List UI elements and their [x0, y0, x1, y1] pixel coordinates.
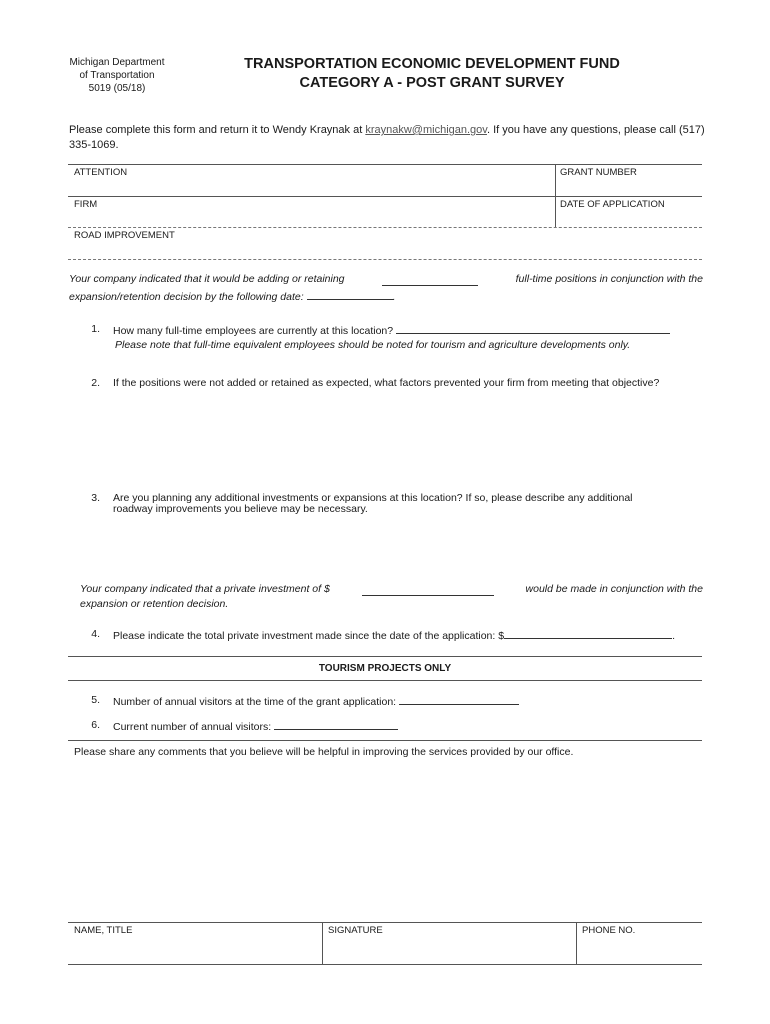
q5-number: 5.	[91, 694, 100, 706]
intro-before: Please complete this form and return it to Wendy Kraynak at	[69, 124, 366, 136]
divider	[68, 164, 702, 165]
signature-field[interactable]: SIGNATURE	[328, 925, 383, 936]
agency-block	[56, 56, 178, 95]
q6-visitors-input[interactable]	[274, 718, 398, 730]
comments-area[interactable]	[68, 762, 702, 918]
divider	[68, 259, 702, 260]
q3-answer-area[interactable]	[113, 520, 703, 576]
q2-number: 2.	[91, 377, 100, 389]
name-title-field[interactable]: NAME, TITLE	[74, 925, 133, 936]
q3-number: 3.	[91, 492, 100, 504]
road-improvement-field[interactable]: ROAD IMPROVEMENT	[74, 230, 175, 241]
q5-text: Number of annual visitors at the time of the grant application:	[113, 696, 397, 708]
grant-number-field[interactable]: GRANT NUMBER	[560, 167, 637, 178]
firm-field[interactable]: FIRM	[74, 199, 98, 210]
column-divider	[576, 922, 577, 964]
email-link[interactable]: kraynakw@michigan.gov	[365, 124, 487, 136]
q1-text-row	[113, 322, 703, 338]
form-number: 5019 (05/18)	[88, 83, 146, 94]
title-line-1: TRANSPORTATION ECONOMIC DEVELOPMENT FUND	[244, 56, 620, 72]
investment-input[interactable]	[362, 584, 494, 596]
tourism-heading: TOURISM PROJECTS ONLY	[318, 663, 452, 674]
q4-investment-input[interactable]	[504, 627, 672, 639]
q3-text	[113, 491, 713, 516]
q6-text-row	[113, 718, 703, 734]
title-line-2: CATEGORY A - POST GRANT SURVEY	[299, 75, 565, 91]
statement-investment	[80, 582, 703, 611]
statement1-part1: Your company indicated that it would be adding or retaining	[69, 273, 345, 285]
statement-positions: Your company indicated that it would be adding or retaining full-time positions in conjunction with the expansion/retention decision by the following date: .	[69, 273, 703, 303]
attention-field[interactable]: ATTENTION	[74, 167, 128, 178]
divider	[68, 227, 702, 228]
comments-prompt: Please share any comments that you believe will be helpful in improving the services provided by our office.	[74, 746, 574, 758]
positions-input[interactable]	[382, 274, 478, 286]
q1-note: Please note that full-time equivalent employees should be noted for tourism and agriculture developments only.	[115, 339, 631, 351]
date-input[interactable]	[307, 288, 393, 300]
statement2-part3: expansion or retention decision.	[80, 598, 229, 610]
q1-employees-input[interactable]	[396, 322, 670, 334]
q5-text-row	[113, 693, 703, 709]
agency-line-2: of Transportation	[79, 70, 155, 81]
statement2-part2: would be made in conjunction with the	[525, 583, 703, 595]
divider	[68, 922, 702, 923]
q3-line-2: roadway improvements you believe may be necessary.	[113, 503, 368, 515]
divider	[68, 656, 702, 657]
statement2-part1: Your company indicated that a private investment of $	[80, 583, 330, 595]
statement1-part2: full-time positions in conjunction with the	[515, 273, 703, 285]
q4-number: 4.	[91, 628, 100, 640]
form-title	[200, 55, 664, 93]
intro-after: . If you have any questions, please call (517) 335-1069.	[69, 124, 705, 151]
divider	[68, 740, 702, 741]
q5-visitors-input[interactable]	[399, 693, 519, 705]
q4-text: Please indicate the total private investment made since the date of the application: $	[113, 630, 505, 642]
q3-line-1: Are you planning any additional investments or expansions at this location? If so, please describe any additional	[113, 492, 633, 504]
q6-number: 6.	[91, 719, 100, 731]
q6-text: Current number of annual visitors:	[113, 721, 272, 733]
q2-answer-area[interactable]	[113, 392, 703, 484]
date-of-application-field[interactable]: DATE OF APPLICATION	[560, 199, 665, 210]
q4-text-row: Please indicate the total private investment made since the date of the application: $ .	[113, 627, 705, 643]
q1-number: 1.	[91, 323, 100, 335]
divider	[68, 964, 702, 965]
phone-field[interactable]: PHONE NO.	[582, 925, 636, 936]
column-divider	[555, 164, 556, 227]
agency-line-1: Michigan Department	[69, 57, 165, 68]
q1-text: How many full-time employees are currently at this location?	[113, 325, 394, 337]
q2-text: If the positions were not added or retained as expected, what factors prevented your firm from meeting that objective?	[113, 377, 660, 389]
statement1-part3: expansion/retention decision by the following date:	[69, 291, 304, 303]
divider	[68, 680, 702, 681]
divider	[68, 196, 702, 197]
intro-text	[69, 123, 705, 153]
column-divider	[322, 922, 323, 964]
